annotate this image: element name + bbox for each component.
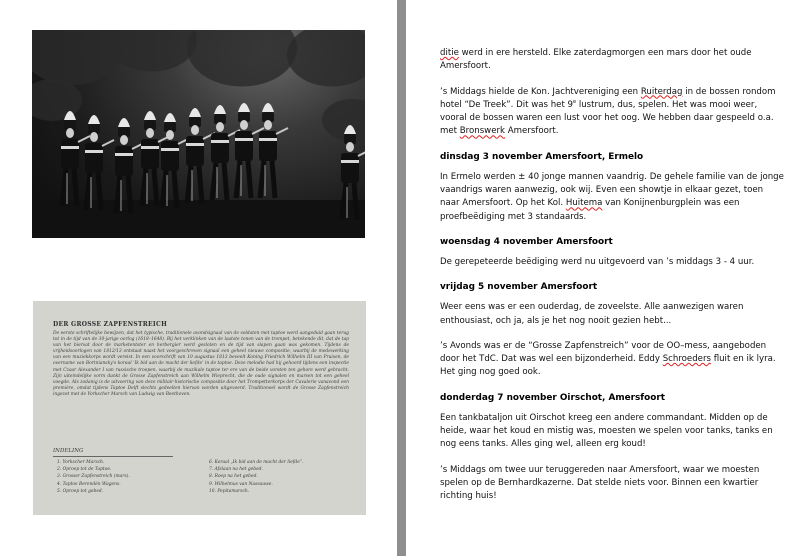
sash bbox=[161, 148, 179, 151]
face bbox=[264, 120, 272, 130]
face bbox=[146, 128, 154, 138]
scanned-article bbox=[33, 301, 366, 515]
sash bbox=[115, 153, 133, 156]
trumpet bbox=[102, 140, 114, 146]
uniform bbox=[161, 141, 179, 171]
leg bbox=[212, 163, 216, 200]
paragraph: De gerepeteerde beëdiging werd nu uitgevoerd van ’s middags 3 - 4 uur. bbox=[440, 256, 755, 267]
uniform bbox=[141, 139, 159, 169]
text-run: in de bossen rondom hotel “De Treek”. Dit was het 9 bbox=[440, 86, 776, 110]
paragraph: Een tankbataljon uit Oirschot kreeg een andere commandant. Midden op de heide, waar het koud en mistig was, moesten we spelen voor tanks, tanks en nog eens tanks. Alles ging wel, alleen erg koud! bbox=[440, 412, 773, 450]
program-item: 2. Oproep tot de Taptoe. bbox=[57, 467, 112, 473]
misspelled-word: Bronswerk bbox=[459, 126, 506, 137]
plume bbox=[164, 113, 176, 122]
program-item: 10. Pepitamarsch. bbox=[209, 488, 250, 494]
program-list-col2 bbox=[209, 459, 304, 495]
paragraph bbox=[440, 340, 785, 380]
plume bbox=[118, 118, 130, 127]
foliage bbox=[187, 30, 297, 87]
program-item: 6. Koraal „Ik bid aan de macht der liefde”. bbox=[209, 460, 304, 465]
text-run: insdag 3 november Amersfoort, Ermelo bbox=[446, 151, 644, 162]
program-item: 9. Wilhelmus van Nassauwe. bbox=[209, 481, 273, 487]
face bbox=[120, 135, 128, 145]
left-page bbox=[0, 0, 397, 556]
paragraph bbox=[440, 47, 785, 74]
leg bbox=[187, 166, 191, 203]
sash bbox=[259, 138, 277, 141]
photo-drawing bbox=[32, 30, 365, 238]
program-item: 3. Grosser Zapfenstreich (mars). bbox=[57, 474, 130, 480]
uniform bbox=[235, 131, 253, 161]
leg bbox=[98, 173, 101, 210]
day-heading bbox=[440, 151, 785, 164]
sash bbox=[141, 146, 159, 149]
misspelled-word: Ruiterdag bbox=[640, 86, 683, 97]
trumpet bbox=[78, 136, 90, 142]
leg bbox=[354, 183, 357, 220]
leg bbox=[199, 166, 202, 203]
superscript: e bbox=[573, 99, 577, 106]
text-run: fluit en ik lyra. Het ging nog goed ook. bbox=[440, 354, 776, 378]
plume bbox=[88, 115, 100, 124]
paragraph: Weer eens was er een ouderdag, de zoveelste. Alle aanwezigen waren enthousiast, och ja, als je het nog nooit gezien hebt... bbox=[440, 302, 744, 326]
uniform bbox=[259, 131, 277, 161]
foliage bbox=[322, 99, 365, 141]
face bbox=[240, 120, 248, 130]
leg bbox=[224, 163, 227, 200]
text-run: lustrum, dus, spelen. Het was mooi weer, vooral de bossen waren een lust voor het oog. We hebben daar gespeeld o.a. met bbox=[440, 99, 774, 137]
program-item: 5. Oproep tot gebed. bbox=[57, 488, 104, 494]
plume bbox=[238, 103, 250, 112]
program-item: 4. Taptoe Berendén Wagens. bbox=[57, 481, 121, 487]
plume bbox=[189, 108, 201, 117]
sash bbox=[186, 143, 204, 146]
face bbox=[346, 142, 354, 152]
paragraph bbox=[440, 86, 785, 139]
program-list-col1 bbox=[57, 459, 130, 495]
uniform bbox=[61, 139, 79, 169]
scan-title: DER GROSSE ZAPFENSTREICH bbox=[53, 321, 168, 328]
uniform bbox=[341, 153, 359, 183]
sash bbox=[61, 146, 79, 149]
text-run: ’s Avonds was er de “Grosse Zapfenstreich” voor de OO–mess, aangeboden door het TdC. Dat was wel een bijzonderheid. Eddy bbox=[440, 340, 767, 365]
marching-band-photo bbox=[32, 30, 365, 238]
foliage bbox=[32, 79, 82, 121]
text-run: ’s Middags hielde de Kon. Jachtvereniging een bbox=[440, 86, 641, 97]
text-run: Amersfoort. bbox=[505, 126, 559, 137]
leg bbox=[128, 176, 131, 213]
leg bbox=[248, 161, 251, 198]
day-heading: donderdag 7 november Oirschot, Amersfoort bbox=[440, 392, 665, 403]
leg bbox=[74, 169, 77, 206]
paragraph bbox=[440, 171, 785, 224]
plume bbox=[144, 111, 156, 120]
document-body bbox=[440, 47, 785, 516]
uniform bbox=[85, 143, 103, 173]
paragraph: ’s Middags om twee uur teruggereden naar Amersfoort, waar we moesten spelen op de Bernhardkazerne. Dat stelde niets voor. Binnen een kwartier richting huis! bbox=[440, 464, 760, 502]
sash bbox=[341, 160, 359, 163]
uniform bbox=[115, 146, 133, 176]
ground bbox=[32, 200, 365, 238]
face bbox=[191, 125, 199, 135]
face bbox=[66, 128, 74, 138]
leg bbox=[154, 169, 157, 206]
face bbox=[166, 130, 174, 140]
misspelled-word: Schroeders bbox=[662, 354, 711, 365]
plume bbox=[214, 105, 226, 114]
sash bbox=[235, 138, 253, 141]
leg bbox=[272, 161, 275, 198]
program-item: 1. Yorkscher Marsch. bbox=[57, 460, 105, 465]
leg bbox=[260, 161, 264, 198]
misspelled-word: Huitema bbox=[565, 198, 603, 209]
plume bbox=[262, 103, 274, 112]
leg bbox=[174, 171, 177, 208]
face bbox=[216, 122, 224, 132]
text-run: d bbox=[440, 151, 447, 162]
misspelled-word: ditie bbox=[440, 48, 459, 58]
day-heading: vrijdag 5 november Amersfoort bbox=[440, 282, 598, 293]
scan-divider bbox=[53, 456, 173, 457]
program-item: 8. Roep na het gebed. bbox=[209, 474, 258, 480]
text-run: In Ermelo werden ± 40 jonge mannen vaandrig. De gehele familie van de jonge vaandrigs waren aanwezig, ook wij. Even een showtje in elkaar gezet, toen naar Amersfoort. Op het Kol. bbox=[440, 171, 784, 209]
uniform bbox=[211, 133, 229, 163]
trumpet bbox=[276, 128, 288, 134]
trumpet bbox=[358, 150, 365, 156]
uniform bbox=[186, 136, 204, 166]
face bbox=[90, 132, 98, 142]
sash bbox=[211, 140, 229, 143]
text-run: werd in ere hersteld. Elke zaterdagmorgen een mars door het oude Amersfoort. bbox=[440, 48, 752, 72]
scan-body-text: De eerste schriftelijke bewijzen, dat het typische, traditionele avondsignaal van de soldaten met taptoe werd aangeduid gaan terug tot in de tijd van de 30-jarige oorlog (1618–1648). Bij het verklinken van de laatste tonen van de trompet, betekende dit, dat de tap van het biervat door de marketentster en herbergier werd gesloten en de tijd van slapen gaan was gekomen. Tijdens de vrijheidsoorlogen van 1812/13 ontstaat naast het voorgeschreven signaal een geheel nieuwe compositie, waarbij de medewerking van een muziekkorps wordt vereist. In een voorschrift van 10 augustus 1813 beveelt Koning Friedrich Wilhelm III van Pruisen, de overname van Bortniansky's koraal ‘Ik bid aan de macht der liefde’ in de taptoe. Deze melodie had hij gehoord tijdens een inspectie met Czaar Alexander I van russische troepen, waarbij de muzikale taptoe ter ere van de beide vorsten ten gehore werd gebracht. Zijn uiteindelijke vorm dankt de Grosse Zapfenstreich aan Wilhelm Wieprecht, die de oude signalen en marsen tot een geheel voegde. Als zodanig is de uitvoering van deze militair-historische compositie door het Trompetterkorps der Cavalerie vanavond een première, omdat tijdens Taptoe Delft slechts gedeelten hiervan worden uitgevoerd. Traditioneel wordt de Grosse Zapfenstreich ingezet met de Yorkscher Marsch van Ludwig van Beethoven. bbox=[53, 331, 349, 397]
scan-list-heading: INDELING bbox=[53, 448, 84, 454]
right-page bbox=[406, 0, 800, 556]
foliage bbox=[287, 30, 365, 87]
foliage bbox=[107, 30, 197, 72]
leg bbox=[236, 161, 240, 198]
program-item: 7. Afslaan na het gebed. bbox=[209, 467, 263, 473]
sash bbox=[85, 150, 103, 153]
day-heading: woensdag 4 november Amersfoort bbox=[440, 236, 613, 247]
text-run: van Konijnenburgplein was een proefbeëdiging met 3 standaards. bbox=[440, 198, 740, 222]
